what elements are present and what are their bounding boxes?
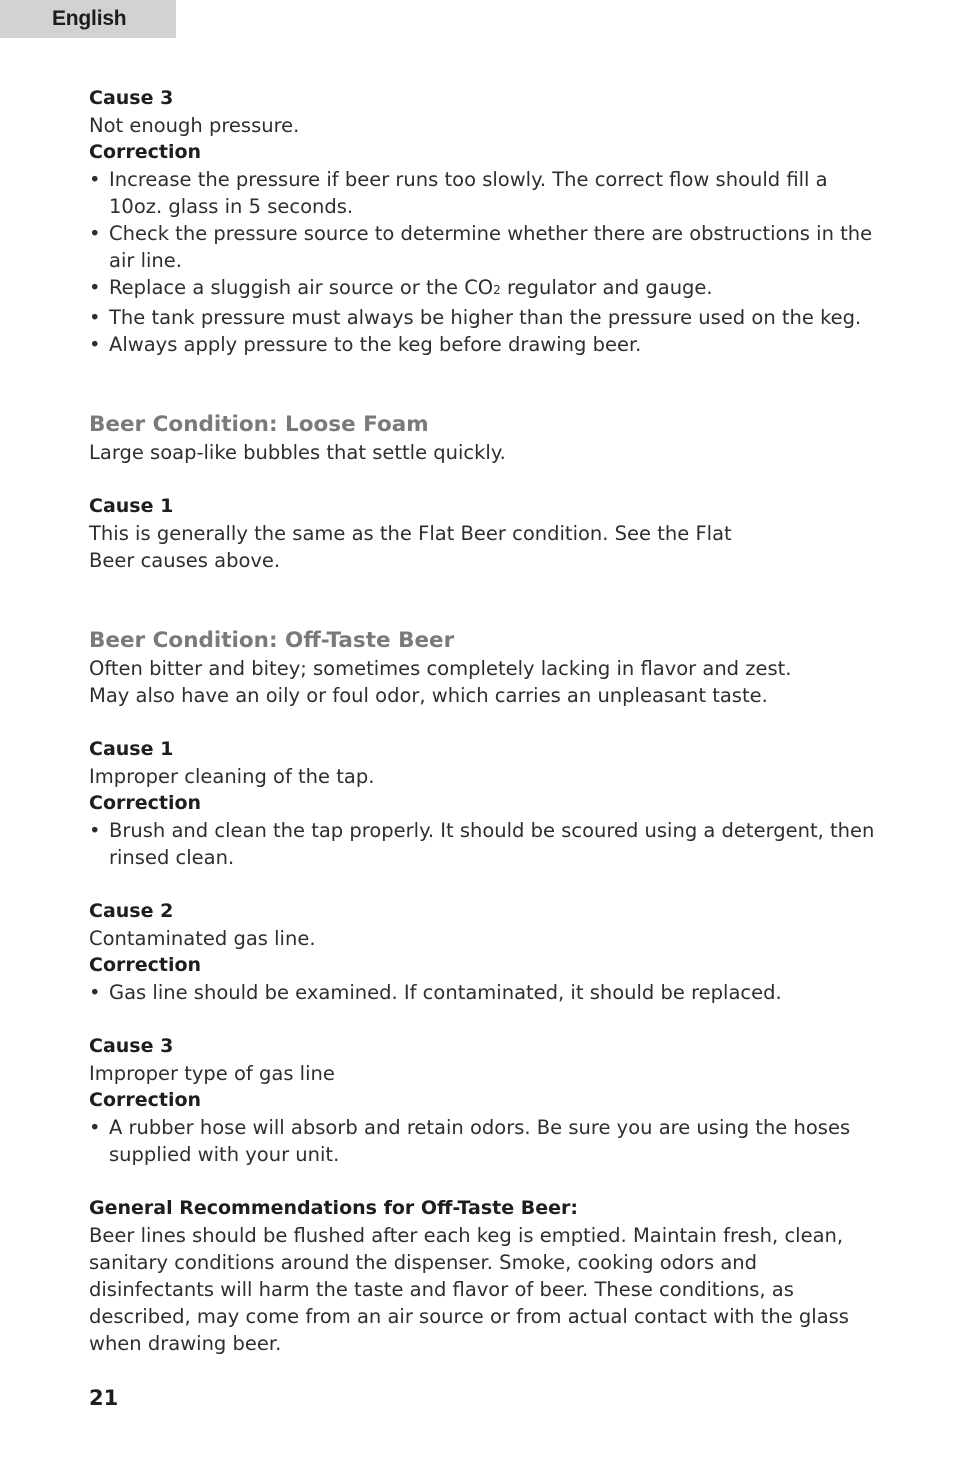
cause-text: Contaminated gas line. [89,927,316,950]
cause-text: Not enough pressure. [89,114,300,137]
pressure-cause-section [89,85,879,358]
subscript: 2 [493,283,501,297]
cause-label: Cause 3 [89,1035,174,1057]
page-number: 21 [89,1386,119,1410]
list-item: • Gas line should be examined. If contaminated, it should be replaced. [89,979,879,1006]
cause-text: This is generally the same as the Flat Beer condition. See the Flat Beer causes above. [89,522,732,572]
list-item [89,274,879,304]
cause-text: Improper cleaning of the tap. [89,765,375,788]
list-item: • Check the pressure source to determine whether there are obstructions in the air line. [89,220,879,274]
cause-label: Cause 1 [89,495,174,517]
correction-label: Correction [89,1089,202,1111]
correction-label: Correction [89,792,202,814]
page-content [89,85,879,1357]
correction-list [89,166,879,358]
correction-label: Correction [89,954,202,976]
cause-label: Cause 2 [89,900,174,922]
list-item: • Always apply pressure to the keg before drawing beer. [89,331,879,358]
general-recommendations-heading: General Recommendations for Off-Taste Beer: [89,1197,578,1219]
cause-text: Improper type of gas line [89,1062,335,1085]
language-tab: English [0,0,176,38]
general-recommendations-text: Beer lines should be flushed after each keg is emptied. Maintain fresh, clean, sanitary conditions around the dispenser. Smoke, cooking odors and disinfectants will harm the taste and flavor of beer. These conditions, as described, may come from an air source or from actual contact with the glass when drawing beer. [89,1224,849,1355]
list-item-text: Replace a sluggish air source or the CO [109,276,494,299]
cause-label: Cause 3 [89,87,174,109]
section-description: Often bitter and bitey; sometimes completely lacking in flavor and zest. May also have an oily or foul odor, which carries an unpleasant taste. [89,657,792,707]
list-item: • A rubber hose will absorb and retain odors. Be sure you are using the hoses supplied with your unit. [89,1114,879,1168]
section-description: Large soap-like bubbles that settle quickly. [89,441,506,464]
list-item: • The tank pressure must always be higher than the pressure used on the keg. [89,304,879,331]
section-heading: Beer Condition: Loose Foam [89,412,429,437]
correction-list [89,817,879,871]
loose-foam-section [89,410,879,574]
list-item-text: regulator and gauge. [500,276,713,299]
list-item: • Increase the pressure if beer runs too slowly. The correct flow should fill a 10oz. glass in 5 seconds. [89,166,879,220]
section-heading: Beer Condition: Off-Taste Beer [89,628,455,653]
correction-list [89,1114,879,1168]
off-taste-section [89,626,879,1357]
correction-label: Correction [89,141,202,163]
correction-list [89,979,879,1006]
cause-label: Cause 1 [89,738,174,760]
list-item: • Brush and clean the tap properly. It should be scoured using a detergent, then rinsed clean. [89,817,879,871]
